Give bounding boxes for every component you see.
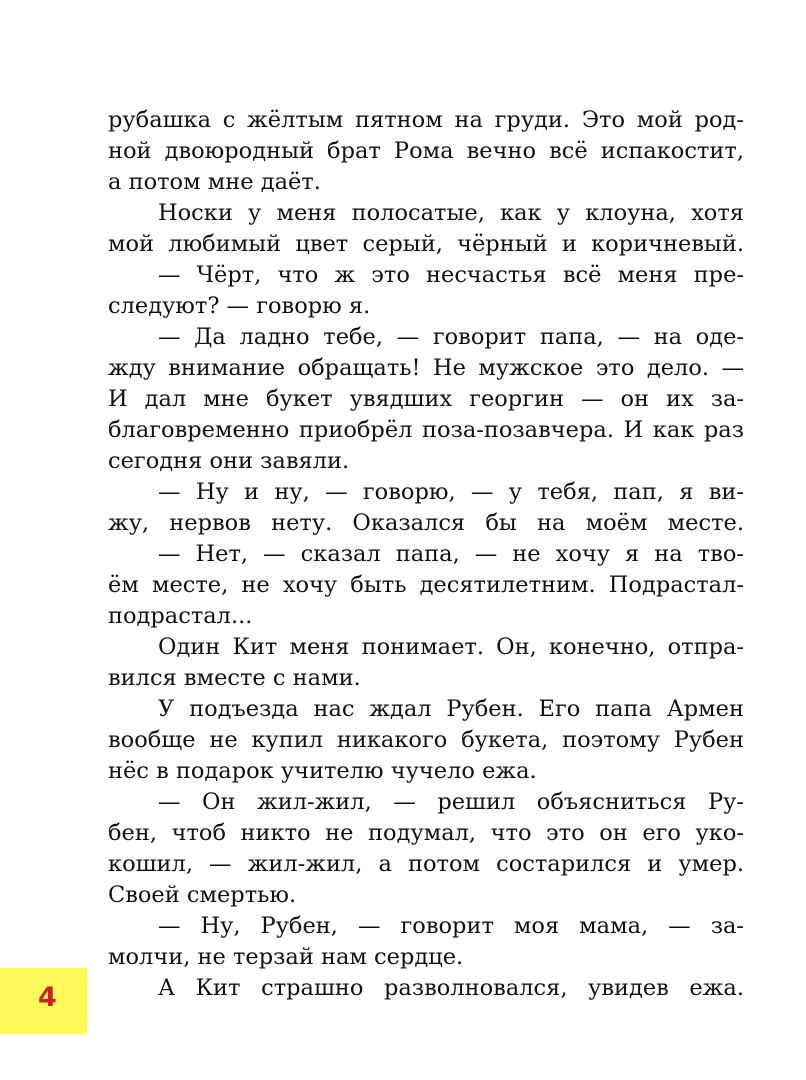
text-line: сегодня они завяли. — [108, 448, 350, 474]
text-line: молчи, не терзай нам сердце. — [108, 944, 464, 970]
text-line: Носки у меня полосатые, как у клоуна, хотя — [158, 200, 744, 226]
text-line: жду внимание обращать! Не мужское это дело. — — [108, 355, 744, 381]
text-line: А Кит страшно разволновался, увидев ежа. — [158, 975, 744, 1001]
text-line: вился вместе с нами. — [108, 665, 361, 691]
text-line: подрастал... — [108, 603, 253, 629]
text-line: — Ну и ну, — говорю, — у тебя, пап, я ви- — [158, 479, 744, 505]
text-line: — Да ладно тебе, — говорит папа, — на оде- — [158, 324, 744, 350]
text-line: а потом мне даёт. — [108, 169, 321, 195]
text-line: следуют? — говорю я. — [108, 293, 371, 319]
text-line: ём месте, не хочу быть десятилетним. Подрастал- — [108, 572, 744, 598]
page-number-box — [0, 968, 87, 1034]
text-line: кошил, — жил-жил, а потом состарился и умер. — [108, 851, 744, 877]
text-line: Своей смертью. — [108, 882, 297, 908]
text-line: И дал мне букет увядших георгин — он их за- — [108, 386, 744, 412]
text-line: мой любимый цвет серый, чёрный и коричневый. — [108, 231, 744, 257]
text-line: рубашка с жёлтым пятном на груди. Это мой род- — [108, 107, 744, 133]
text-line: бен, чтоб никто не подумал, что это он его уко- — [108, 820, 744, 846]
text-line: благовременно приобрёл поза-позавчера. И как раз — [108, 417, 744, 443]
text-line: — Он жил-жил, — решил объясниться Ру- — [158, 789, 744, 815]
text-line: нёс в подарок учителю чучело ежа. — [108, 758, 537, 784]
text-line: У подъезда нас ждал Рубен. Его папа Армен — [158, 696, 744, 722]
page-number: 4 — [38, 982, 57, 1013]
text-line: — Ну, Рубен, — говорит моя мама, — за- — [158, 913, 744, 939]
text-line: жу, нервов нету. Оказался бы на моём месте. — [108, 510, 744, 536]
text-line: вообще не купил никакого букета, поэтому Рубен — [108, 727, 744, 753]
text-line: — Чёрт, что ж это несчастья всё меня пре- — [158, 262, 744, 288]
text-line: ной двоюродный брат Рома вечно всё испакостит, — [108, 138, 744, 164]
text-line: — Нет, — сказал папа, — не хочу я на тво- — [158, 541, 744, 567]
text-line: Один Кит меня понимает. Он, конечно, отпра- — [158, 634, 744, 660]
